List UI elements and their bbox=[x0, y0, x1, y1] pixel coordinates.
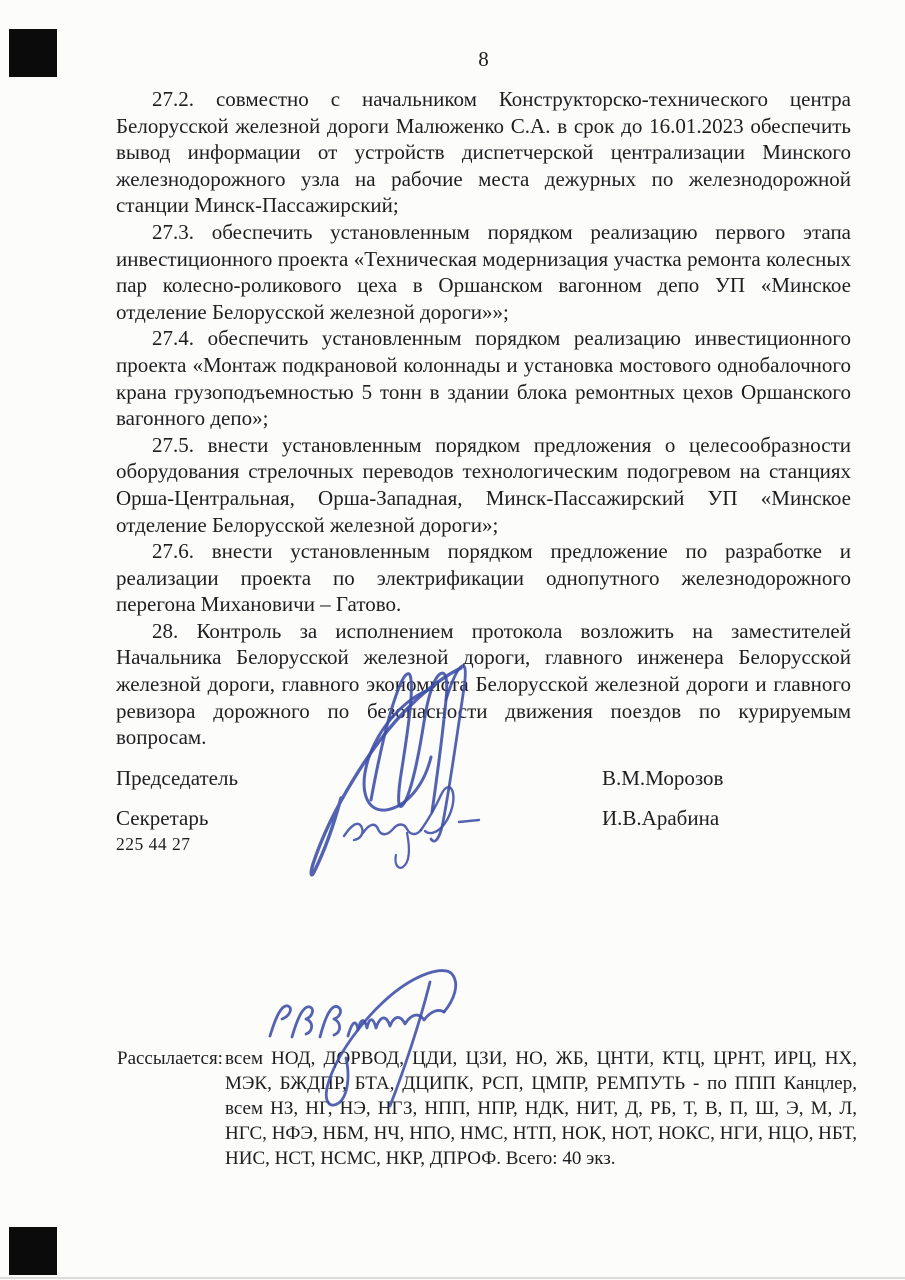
chairman-title: Председатель bbox=[116, 766, 239, 790]
scan-mark-top-left bbox=[9, 29, 57, 77]
distribution-text: всем НОД, ДОРВОД, ЦДИ, ЦЗИ, НО, ЖБ, ЦНТИ, КТЦ, ЦРНТ, ИРЦ, НХ, МЭК, БЖДПР, БТА, ДЦИПК, РСП, ЦМПР, РЕМПУТЬ - по ППП Канцлер, всем НЗ, НГ, НЭ, НГЗ, НПП, НПР, НДК, НИТ, Д, РБ, Т, В, П, Ш, Э, М, Л, НГС, НФЭ, НБМ, НЧ, НПО, НМС, НТП, НОК, НОТ, НОКС, НГИ, НЦО, НБТ, НИС, НСТ, НСМС, НКР, ДПРОФ. Всего: 40 экз. bbox=[225, 1048, 857, 1169]
scan-bottom-edge bbox=[0, 1277, 905, 1279]
secretary-phone: 225 44 27 bbox=[116, 834, 191, 854]
paragraph-27-6: 27.6. внести установленным порядком предложение по разработке и реализации проекта по электрификации однопутного железнодорожного перегона Михановичи – Гатово. bbox=[116, 539, 851, 617]
paragraph-27-3: 27.3. обеспечить установленным порядком реализацию первого этапа инвестиционного проекта «Техническая модернизация участка ремонта колесных пар колесно-роликового цеха в Оршанском вагонном депо УП «Минское отделение Белорусской железной дороги»»; bbox=[116, 219, 851, 324]
paragraph-27-2: 27.2. совместно с начальником Конструкторско-технического центра Белорусской железной дороги Малюженко С.А. в срок до 16.01.2023 обеспечить вывод информации от устройств диспетчерской централизации Минского железнодорожного узла на рабочие места дежурных по железнодорожной станции Минск-Пассажирский; bbox=[116, 87, 851, 218]
secretary-name: И.В.Арабина bbox=[602, 806, 720, 830]
paragraph-28: 28. Контроль за исполнением протокола возложить на заместителей Начальника Белорусской железной дороги, главного инженера Белорусской железной дороги, главного экономиста Белорусской железной дороги и главного ревизора дорожного по безопасности движения поездов по курируемым вопросам. bbox=[116, 618, 851, 750]
page-number: 8 bbox=[478, 47, 489, 71]
distribution-label: Рассылается: bbox=[117, 1048, 223, 1069]
secretary-title: Секретарь bbox=[116, 806, 209, 830]
paragraph-27-4: 27.4. обеспечить установленным порядком реализацию инвестиционного проекта «Монтаж подкрановой колоннады и установка мостового однобалочного крана грузоподъемностью 5 тонн в здании блока ремонтных цехов Оршанского вагонного депо»; bbox=[116, 326, 851, 431]
paragraph-27-5: 27.5. внести установленным порядком предложения о целесообразности оборудования стрелочных переводов технологическим подогревом на станциях Орша-Центральная, Орша-Западная, Минск-Пассажирский УП «Минское отделение Белорусской железной дороги»; bbox=[116, 432, 851, 537]
distribution-list bbox=[117, 1046, 859, 1171]
chairman-name: В.М.Морозов bbox=[602, 766, 724, 790]
scan-mark-bottom-left bbox=[9, 1227, 57, 1275]
document-body bbox=[116, 86, 851, 751]
